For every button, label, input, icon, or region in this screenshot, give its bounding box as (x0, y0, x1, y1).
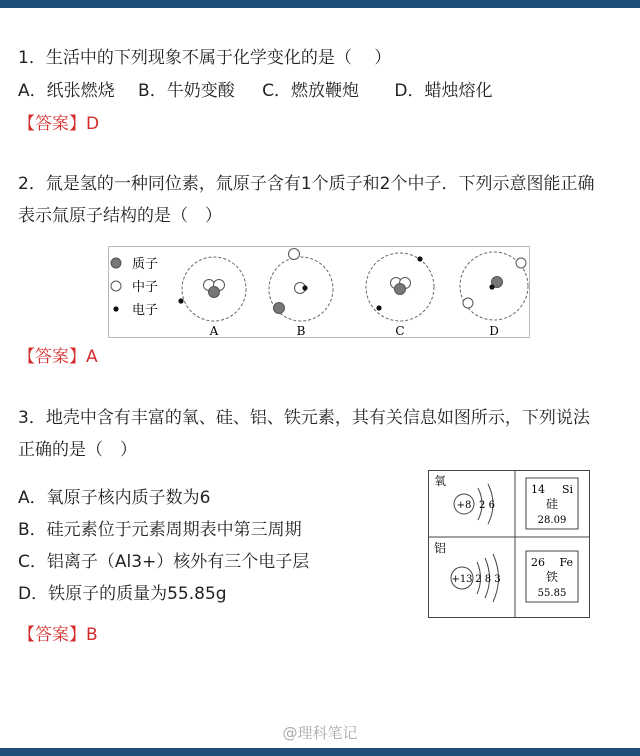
watermark: @理科笔记 (282, 724, 358, 742)
aluminum-label: 铝 (434, 541, 447, 555)
silicon-cell (526, 478, 578, 529)
iron-number: 26 (531, 556, 545, 569)
q2-stem-line1: 2．氚是氢的一种同位素，氚原子含有1个质子和2个中子．下列示意图能正确 (18, 174, 595, 194)
q1-answer: 【答案】D (18, 114, 100, 134)
q3-stem-line1: 3．地壳中含有丰富的氧、硅、铝、铁元素，其有关信息如图所示，下列说法 (18, 408, 590, 428)
legend-neutron-label: 中子 (132, 280, 159, 295)
top-bar (0, 0, 640, 8)
q2-stem-line2: 表示氚原子结构的是（ ） (18, 206, 222, 226)
iron-name: 铁 (545, 570, 559, 584)
silicon-mass: 28.09 (537, 515, 567, 526)
legend-electron-label: 电子 (132, 303, 159, 318)
q3-option-d: D．铁原子的质量为55.85g (18, 584, 227, 604)
atom-diagram-frame (109, 247, 530, 338)
atom-diagram (108, 246, 530, 338)
legend-proton-icon (111, 258, 121, 268)
q3-stem-line2: 正确的是（ ） (18, 440, 137, 460)
q1-option-b: B．牛奶变酸 (138, 81, 235, 101)
oxygen-shells: 2 6 (479, 500, 495, 511)
q3-answer: 【答案】B (18, 625, 98, 645)
oxygen-nucleus: +8 (456, 500, 472, 511)
q3-option-a: A．氧原子核内质子数为6 (18, 488, 211, 508)
q1-options (18, 79, 493, 103)
iron-symbol: Fe (559, 556, 573, 569)
atom-d-label: D (489, 324, 499, 338)
q1-option-a: A．纸张燃烧 (18, 81, 115, 101)
silicon-name: 硅 (545, 497, 559, 511)
legend-proton-label: 质子 (132, 257, 159, 272)
atom-a-label: A (209, 324, 219, 338)
q3-option-b: B．硅元素位于元素周期表中第三周期 (18, 520, 302, 540)
iron-mass: 55.85 (537, 588, 567, 599)
q3-option-c: C．铝离子（Al3+）核外有三个电子层 (18, 552, 310, 572)
q1-option-d: D．蜡烛熔化 (394, 81, 493, 101)
silicon-number: 14 (531, 483, 545, 496)
silicon-symbol: Si (561, 483, 573, 496)
q2-answer: 【答案】A (18, 347, 98, 367)
aluminum-shells: 2 8 3 (475, 574, 501, 585)
legend-neutron-icon (111, 281, 121, 291)
q1-stem: 1．生活中的下列现象不属于化学变化的是（ ） (18, 48, 392, 68)
atom-c-label: C (395, 324, 405, 338)
element-info-figure (428, 470, 590, 618)
q1-option-c: C．燃放鞭炮 (262, 81, 359, 101)
legend-electron-icon (113, 306, 118, 311)
iron-cell (526, 551, 578, 602)
bottom-bar (0, 748, 640, 756)
oxygen-label: 氧 (434, 474, 447, 488)
atom-b-label: B (296, 324, 306, 338)
aluminum-nucleus: +13 (451, 574, 473, 585)
